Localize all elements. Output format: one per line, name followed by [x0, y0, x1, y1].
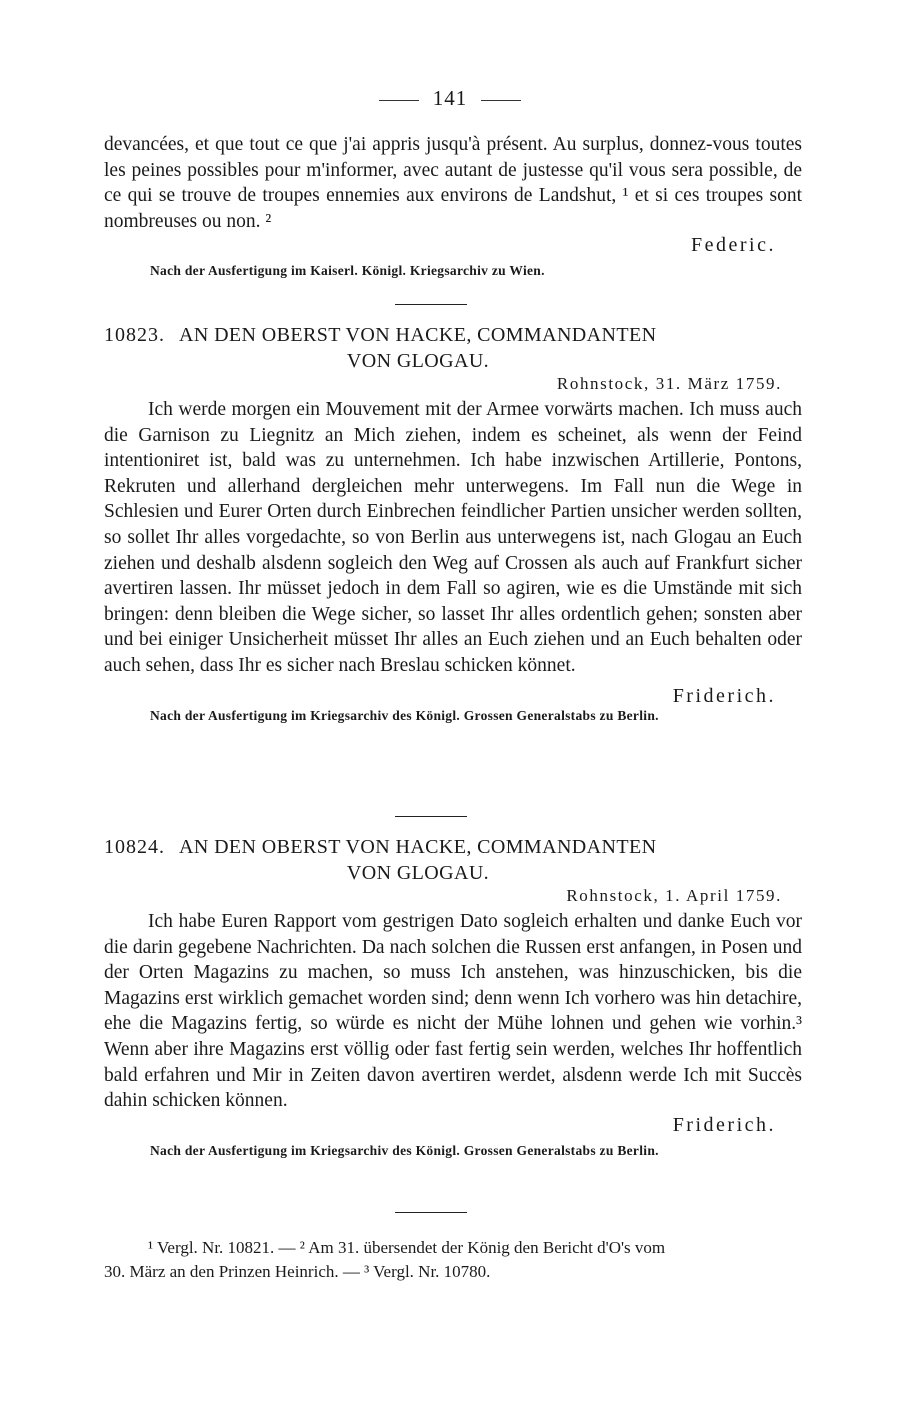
letter-10824-signature: Friderich. — [672, 1113, 776, 1136]
header-dash-right — [481, 100, 521, 101]
page-number: 141 — [432, 86, 468, 110]
letter-10824-heading — [104, 834, 802, 886]
section-divider — [395, 304, 467, 305]
letter-10823-title-line1: AN DEN OBERST VON HACKE, COMMANDANTEN — [179, 324, 657, 346]
letter-prev-source: Nach der Ausfertigung im Kaiserl. Königl. Kriegsarchiv zu Wien. — [150, 263, 545, 279]
footnotes — [104, 1236, 802, 1284]
letter-10824-source: Nach der Ausfertigung im Kriegsarchiv des Königl. Grossen Generalstabs zu Berlin. — [150, 1142, 659, 1158]
letter-10824-title-line1: AN DEN OBERST VON HACKE, COMMANDANTEN — [179, 836, 657, 858]
footnote-divider — [395, 1212, 467, 1213]
letter-10823-heading — [104, 322, 802, 374]
letter-10823-number: 10823. — [104, 324, 165, 346]
letter-10824-title-line2: VON GLOGAU. — [346, 862, 490, 884]
header-dash-left — [379, 100, 419, 101]
letter-10824 — [104, 834, 802, 1159]
page-header — [0, 86, 900, 111]
footnote-line-2: 30. März an den Prinzen Heinrich. — ³ Vergl. Nr. 10780. — [104, 1262, 491, 1281]
letter-10823-signature: Friderich. — [672, 684, 776, 707]
letter-10823-body — [104, 397, 802, 679]
letter-10823-source: Nach der Ausfertigung im Kriegsarchiv des Königl. Grossen Generalstabs zu Berlin. — [150, 707, 659, 723]
letter-10823-title-line2: VON GLOGAU. — [346, 350, 490, 372]
letter-10824-text: Ich habe Euren Rapport vom gestrigen Dato sogleich erhalten und danke Euch vor die darin gegebene Nachrichten. Da nach solchen die Russen erst anfangen, in Posen und der Orten Magazins zu machen, so muss Ich anstehen, was hinzuschicken, bis die Magazins erst wirklich gemachet worden sind; denn wenn Ich vorhero was hin detachire, ehe die Magazins fertig, so würde es nicht der Mühe lohnen und gehen wie vorhin.³ Wenn aber ihre Magazins erst völlig oder fast fertig sein werden, welches Ihr hoffentlich bald erfahren und Mir in Zeiten davon avertiren werdet, alsdenn werde Ich mit Succès dahin schicken können. — [104, 911, 802, 1112]
letter-prev-continuation — [104, 132, 802, 279]
section-divider — [395, 816, 467, 817]
letter-10823-text: Ich werde morgen ein Mouvement mit der Armee vorwärts machen. Ich muss auch die Garnison zu Liegnitz an Mich ziehen, indem es scheinet, als wenn der Feind intentioniret ist, bald was zu unternehmen. Ich habe inzwischen Artillerie, Pontons, Rekruten und allerhand dergleichen mehr unterwegens. Im Fall nun die Wege in Schlesien und Eurer Orten durch Einbrechen feindlicher Partien unsicher werden sollten, so sollet Ihr alles vorgedachte, so von Berlin aus unterwegens ist, nach Glogau an Euch ziehen und deshalb alsdenn sogleich den Weg auf Crossen als auch auf Frankfurt sicher avertiren lassen. Ihr müsset jedoch in dem Fall so agiren, wie es die Umstände mit sich bringen: denn bleiben die Wege sicher, so lasset Ihr alles ordentlich gehen; sonsten aber und bei einiger Unsicherheit müsset Ihr alles an Euch ziehen und an Euch behalten oder auch sehen, dass Ihr es sicher nach Breslau schicken könnet. — [104, 399, 802, 676]
letter-10824-dateline: Rohnstock, 1. April 1759. — [566, 886, 782, 905]
footnote-line-1: ¹ Vergl. Nr. 10821. — ² Am 31. übersendet der König den Bericht d'O's vom — [148, 1238, 666, 1257]
letter-10824-body — [104, 909, 802, 1114]
letter-prev-body — [104, 132, 802, 234]
letter-prev-text: devancées, et que tout ce que j'ai appris jusqu'à présent. Au surplus, donnez-vous toutes les peines possibles pour m'informer, avec autant de justesse qu'il vous sera possible, de ce qui se trouve de troupes ennemies aux environs de Landshut, ¹ et si ces troupes sont nombreuses ou non. ² — [104, 134, 802, 232]
letter-10824-number: 10824. — [104, 836, 165, 858]
letter-10823 — [104, 322, 802, 724]
letter-prev-signature: Federic. — [691, 234, 776, 257]
letter-10823-dateline: Rohnstock, 31. März 1759. — [556, 374, 782, 393]
